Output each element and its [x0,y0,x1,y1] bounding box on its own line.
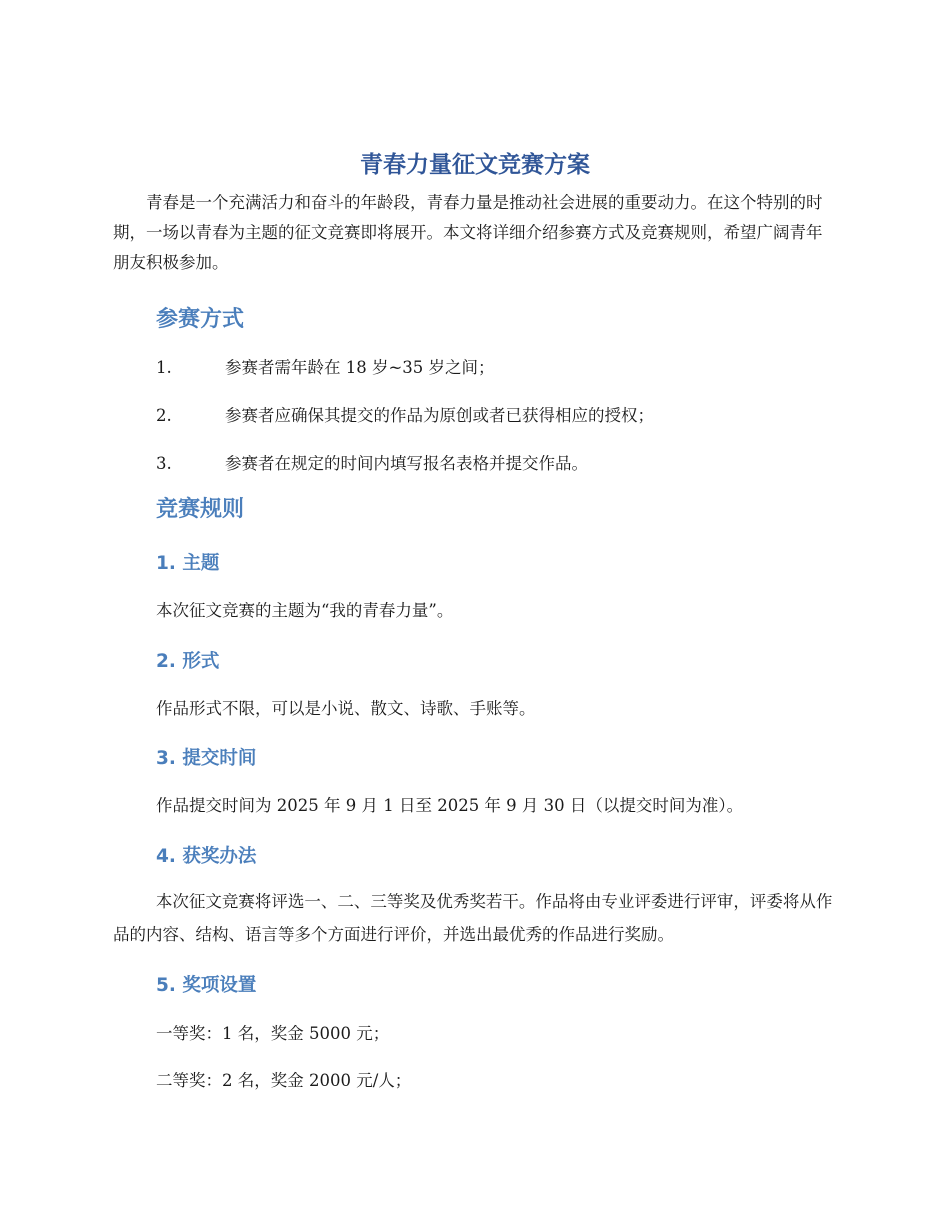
subheading-theme: 1. 主题 [156,553,220,574]
subheading-award-settings: 5. 奖项设置 [156,975,257,996]
subheading-format: 2. 形式 [156,651,220,672]
list-item [156,452,846,500]
list-item-text: 参赛者需年龄在 18 岁~35 岁之间； [225,358,495,377]
paragraph-first-prize: 一等奖：1 名，奖金 5000 元； [156,1024,390,1043]
list-item-number: 3. [156,454,172,473]
subheading-submission-time: 3. 提交时间 [156,748,257,769]
list-item [156,356,846,404]
list-item-text: 参赛者应确保其提交的作品为原创或者已获得相应的授权； [225,406,654,425]
participation-list [156,356,846,500]
list-item-number: 1. [156,358,172,377]
list-item-text: 参赛者在规定的时间内填写报名表格并提交作品。 [225,454,588,473]
paragraph-award-method: 本次征文竞赛将评选一、二、三等奖及优秀奖若干。作品将由专业评委进行评审，评委将从作品的内容、结构、语言等多个方面进行评价，并选出最优秀的作品进行奖励。 [113,892,833,944]
paragraph-second-prize: 二等奖：2 名，奖金 2000 元/人； [156,1071,412,1090]
section-heading-participation: 参赛方式 [156,307,245,332]
list-item [156,404,846,452]
paragraph-submission-time: 作品提交时间为 2025 年 9 月 1 日至 2025 年 9 月 30 日（以提交时间为准）。 [156,796,744,815]
list-item-number: 2. [156,406,172,425]
section-heading-rules: 竞赛规则 [156,497,245,522]
paragraph-format: 作品形式不限，可以是小说、散文、诗歌、手账等。 [156,699,536,718]
paragraph-theme: 本次征文竞赛的主题为“我的青春力量”。 [156,601,454,620]
intro-paragraph: 青春是一个充满活力和奋斗的年龄段，青春力量是推动社会进展的重要动力。在这个特别的时期，一场以青春为主题的征文竞赛即将展开。本文将详细介绍参赛方式及竞赛规则，希望广阔青年朋友积极参加。 [113,193,823,272]
subheading-award-method: 4. 获奖办法 [156,846,257,867]
document-title: 青春力量征文竞赛方案 [360,152,590,178]
